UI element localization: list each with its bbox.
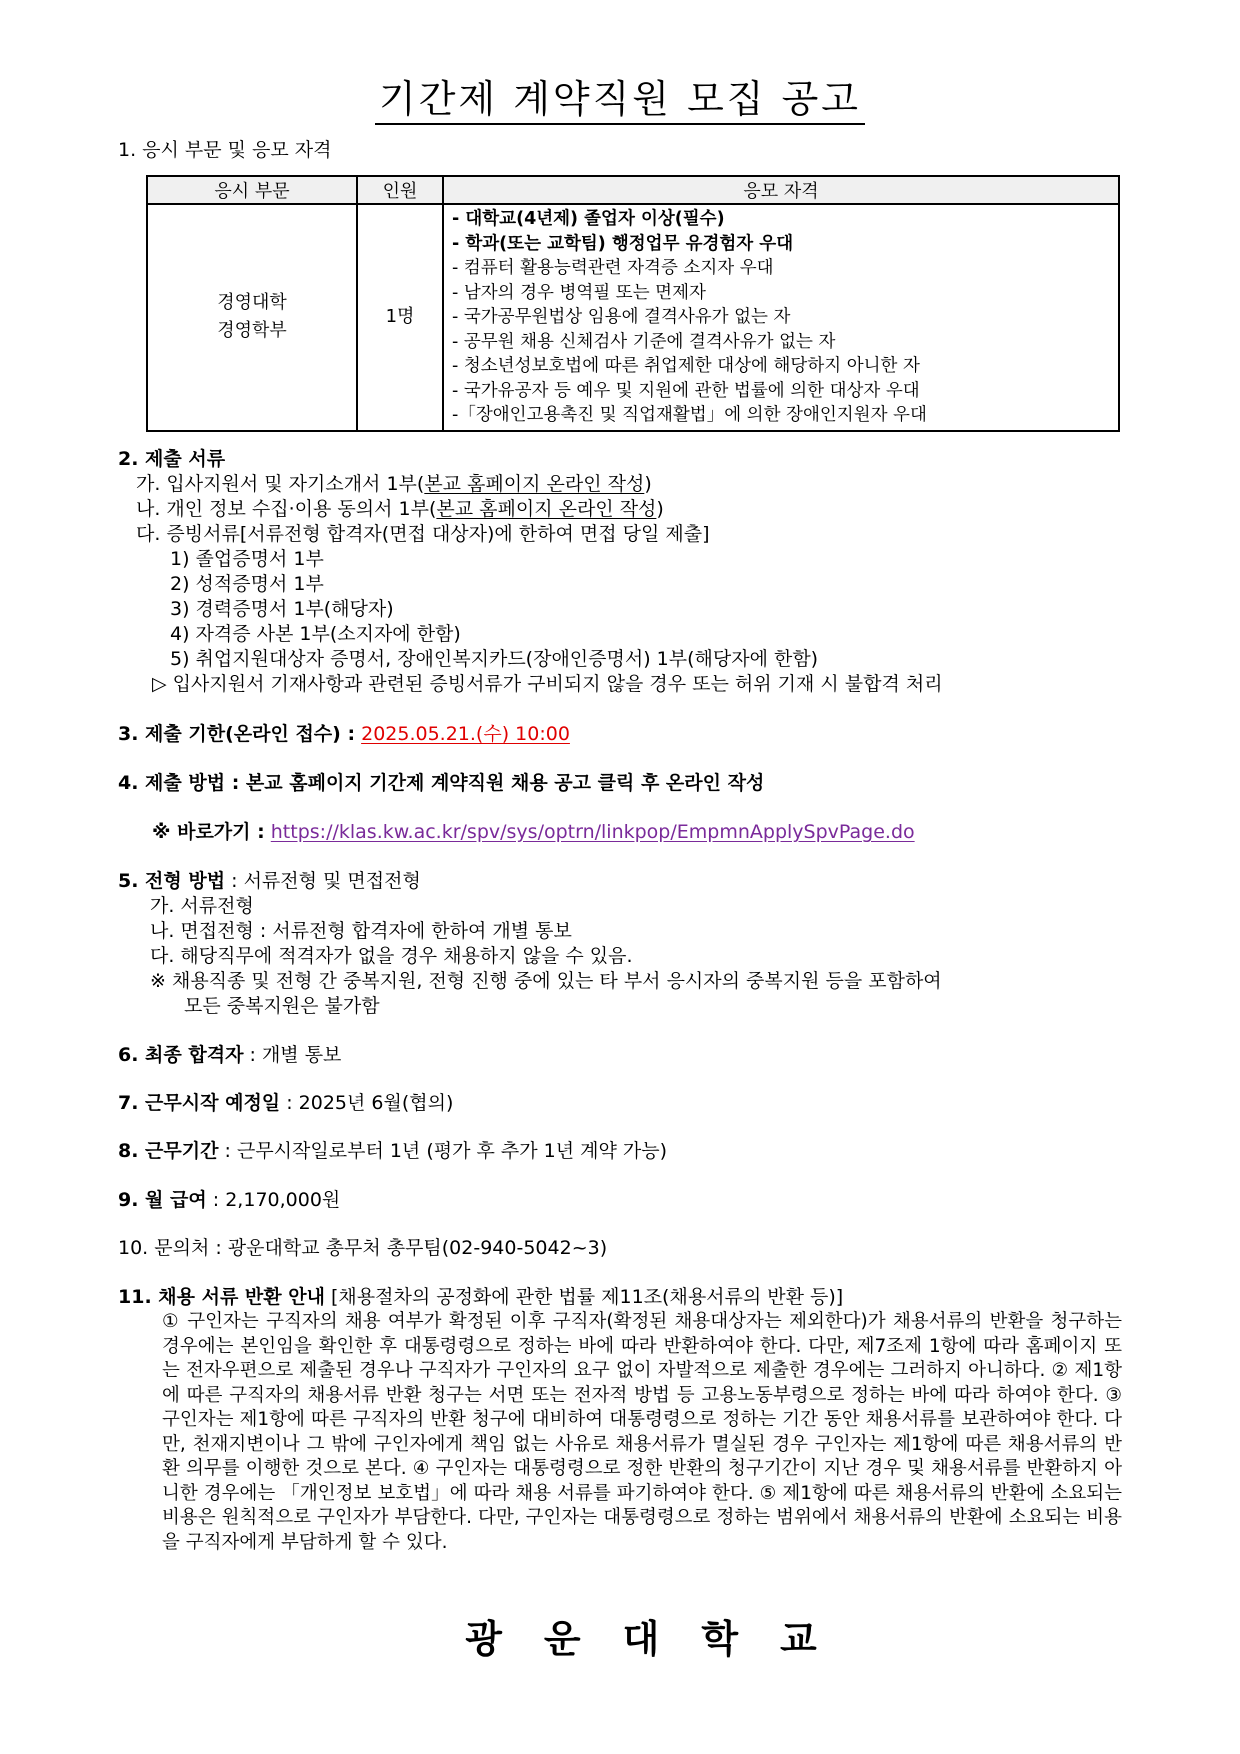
section-6-heading: 6. 최종 합격자 [118,1044,244,1066]
header-count: 인원 [357,176,443,204]
section-9-heading: 9. 월 급여 [118,1189,207,1211]
header-dept: 응시 부문 [147,176,357,204]
doc-note: ▷ 입사지원서 기재사항과 관련된 증빙서류가 구비되지 않을 경우 또는 허위 기재 시 불합격 처리 [152,673,943,695]
doc-na-prefix: 나. 개인 정보 수집·이용 동의서 1부( [136,498,437,520]
section-7-heading: 7. 근무시작 예정일 [118,1092,281,1114]
doc-sub-item: 5) 취업지원대상자 증명서, 장애인복지카드(장애인증명서) 1부(해당자에 한함) [170,648,819,670]
section-11-body: ① 구인자는 구직자의 채용 여부가 확정된 이후 구직자(확정된 채용대상자는 제외한다)가 채용서류의 반환을 청구하는 경우에는 본인임을 확인한 후 대통령령으로 정하는 바에 따라 반환하여야 한다. 다만, 제7조제 1항에 따라 홈페이지 또는 전자우편으로 제출된 경우나 구직자가 구인자의 요구 없이 자발적으로 제출한 경우에는 그러하지 아니하다. ② 제1항에 따른 구직자의 채용서류 반환 청구는 서면 또는 전자적 방법 등 고용노동부령으로 정하는 바에 따라 하여야 한다. ③ 구인자는 제1항에 따른 구직자의 반환 청구에 대비하여 대통령령으로 정하는 기간 동안 채용서류를 보관하여야 한다. 다만, 천재지변이나 그 밖에 구인자에게 책임 없는 사유로 채용서류가 멸실된 경우 구인자는 제1항에 따른 채용서류의 반환 의무를 이행한 것으로 본다. ④ 구인자는 대통령령으로 정한 반환의 청구기간이 지난 경우 및 채용서류를 반환하지 아니한 경우에는 「개인정보 보호법」에 따라 채용 서류를 파기하여야 한다. ⑤ 제1항에 따른 채용서류의 반환에 소요되는 비용은 원칙적으로 구인자가 부담한다. 다만, 구인자는 대통령령으로 정하는 범위에서 채용서류의 반환에 소요되는 비용을 구직자에게 부담하게 할 수 있다. [162,1311,1122,1553]
section-3 [118,722,570,746]
qual-item: - 대학교(4년제) 졸업자 이상(필수) [452,209,725,229]
qual-item: - 국가공무원법상 임용에 결격사유가 없는 자 [452,307,791,327]
page-title: 기간제 계약직원 모집 공고 [375,77,865,125]
section-7 [118,1091,453,1115]
quals-cell [443,204,1119,431]
screening-note-1: ※ 채용직종 및 전형 간 중복지원, 전형 진행 중에 있는 타 부서 응시자의 중복지원 등을 포함하여 [150,970,942,992]
section-5-value: : 서류전형 및 면접전형 [231,870,421,892]
qual-item: - 컴퓨터 활용능력관련 자격증 소지자 우대 [452,258,774,278]
doc-item-ga [136,472,652,496]
header-quals: 응모 자격 [443,176,1119,204]
qual-item: - 공무원 채용 신체검사 기준에 결격사유가 없는 자 [452,331,836,352]
doc-sub-item: 1) 졸업증명서 1부 [170,548,324,570]
table-header-row [147,176,1119,204]
section-6-value: : 개별 통보 [249,1044,342,1066]
doc-sub-item: 4) 자격증 사본 1부(소지자에 한함) [170,623,461,645]
section-3-heading: 3. 제출 기한(온라인 접수) : [118,723,356,745]
deadline: 2025.05.21.(수) 10:00 [361,723,570,745]
screening-da: 다. 해당직무에 적격자가 없을 경우 채용하지 않을 수 있음. [150,945,633,967]
section-8-heading: 8. 근무기간 [118,1140,219,1162]
footer-university-name: 광운대학교 [465,1617,859,1661]
section-10: 10. 문의처 : 광운대학교 총무처 총무팀(02-940-5042~3) [118,1237,608,1259]
apply-link[interactable]: https://klas.kw.ac.kr/spv/sys/optrn/linkpop/EmpmnApplySpvPage.do [270,821,915,843]
table-row [147,204,1119,431]
section-11-law: [채용절차의 공정화에 관한 법률 제11조(채용서류의 반환 등)] [331,1286,844,1308]
doc-na-suffix: ) [656,498,664,520]
section-11-heading: 11. 채용 서류 반환 안내 [118,1286,325,1308]
qual-item: -「장애인고용촉진 및 직업재활법」에 의한 장애인지원자 우대 [452,405,927,425]
qual-item: - 남자의 경우 병역필 또는 면제자 [452,282,706,303]
screening-na: 나. 면접전형 : 서류전형 합격자에 한하여 개별 통보 [150,920,572,942]
section-8-value: : 근무시작일로부터 1년 (평가 후 추가 1년 계약 가능) [224,1140,667,1162]
shortcut-label: ※ 바로가기 : [152,821,265,843]
doc-sub-item: 3) 경력증명서 1부(해당자) [170,598,394,620]
section-9 [118,1188,340,1212]
doc-sub-item: 2) 성적증명서 1부 [170,573,324,595]
doc-item-da: 다. 증빙서류[서류전형 합격자(면접 대상자)에 한하여 면접 당일 제출] [136,523,710,545]
qual-item: - 국가유공자 등 예우 및 지원에 관한 법률에 의한 대상자 우대 [452,380,920,401]
dept-line-2: 경영학부 [217,320,287,342]
screening-note-2: 모든 중복지원은 불가함 [184,995,380,1017]
section-9-value: : 2,170,000원 [212,1189,341,1211]
section-4-heading: 4. 제출 방법 : 본교 홈페이지 기간제 계약직원 채용 공고 클릭 후 온라인 작성 [118,772,765,794]
section-5 [118,869,421,893]
doc-ga-prefix: 가. 입사지원서 및 자기소개서 1부( [136,473,425,495]
dept-cell [147,204,357,431]
qual-item: - 학과(또는 교학팀) 행정업무 유경험자 우대 [452,233,794,254]
screening-ga: 가. 서류전형 [150,895,254,917]
dept-line-1: 경영대학 [217,292,287,314]
section-11 [118,1285,843,1309]
doc-item-na [136,497,664,521]
qualification-table [146,175,1120,432]
section-7-value: : 2025년 6월(협의) [286,1092,454,1114]
count-cell: 1명 [357,204,443,431]
section-1-heading: 1. 응시 부문 및 응모 자격 [118,139,332,161]
shortcut-line [152,820,915,844]
doc-na-underline: 본교 홈페이지 온라인 작성 [436,498,657,520]
doc-ga-underline: 본교 홈페이지 온라인 작성 [424,473,645,495]
section-6 [118,1043,341,1067]
qual-item: - 청소년성보호법에 따른 취업제한 대상에 해당하지 아니한 자 [452,356,920,376]
page-title-wrap [0,68,1240,123]
section-2-heading: 2. 제출 서류 [118,448,226,470]
section-5-heading: 5. 전형 방법 [118,870,226,892]
doc-ga-suffix: ) [644,473,652,495]
section-8 [118,1139,667,1163]
